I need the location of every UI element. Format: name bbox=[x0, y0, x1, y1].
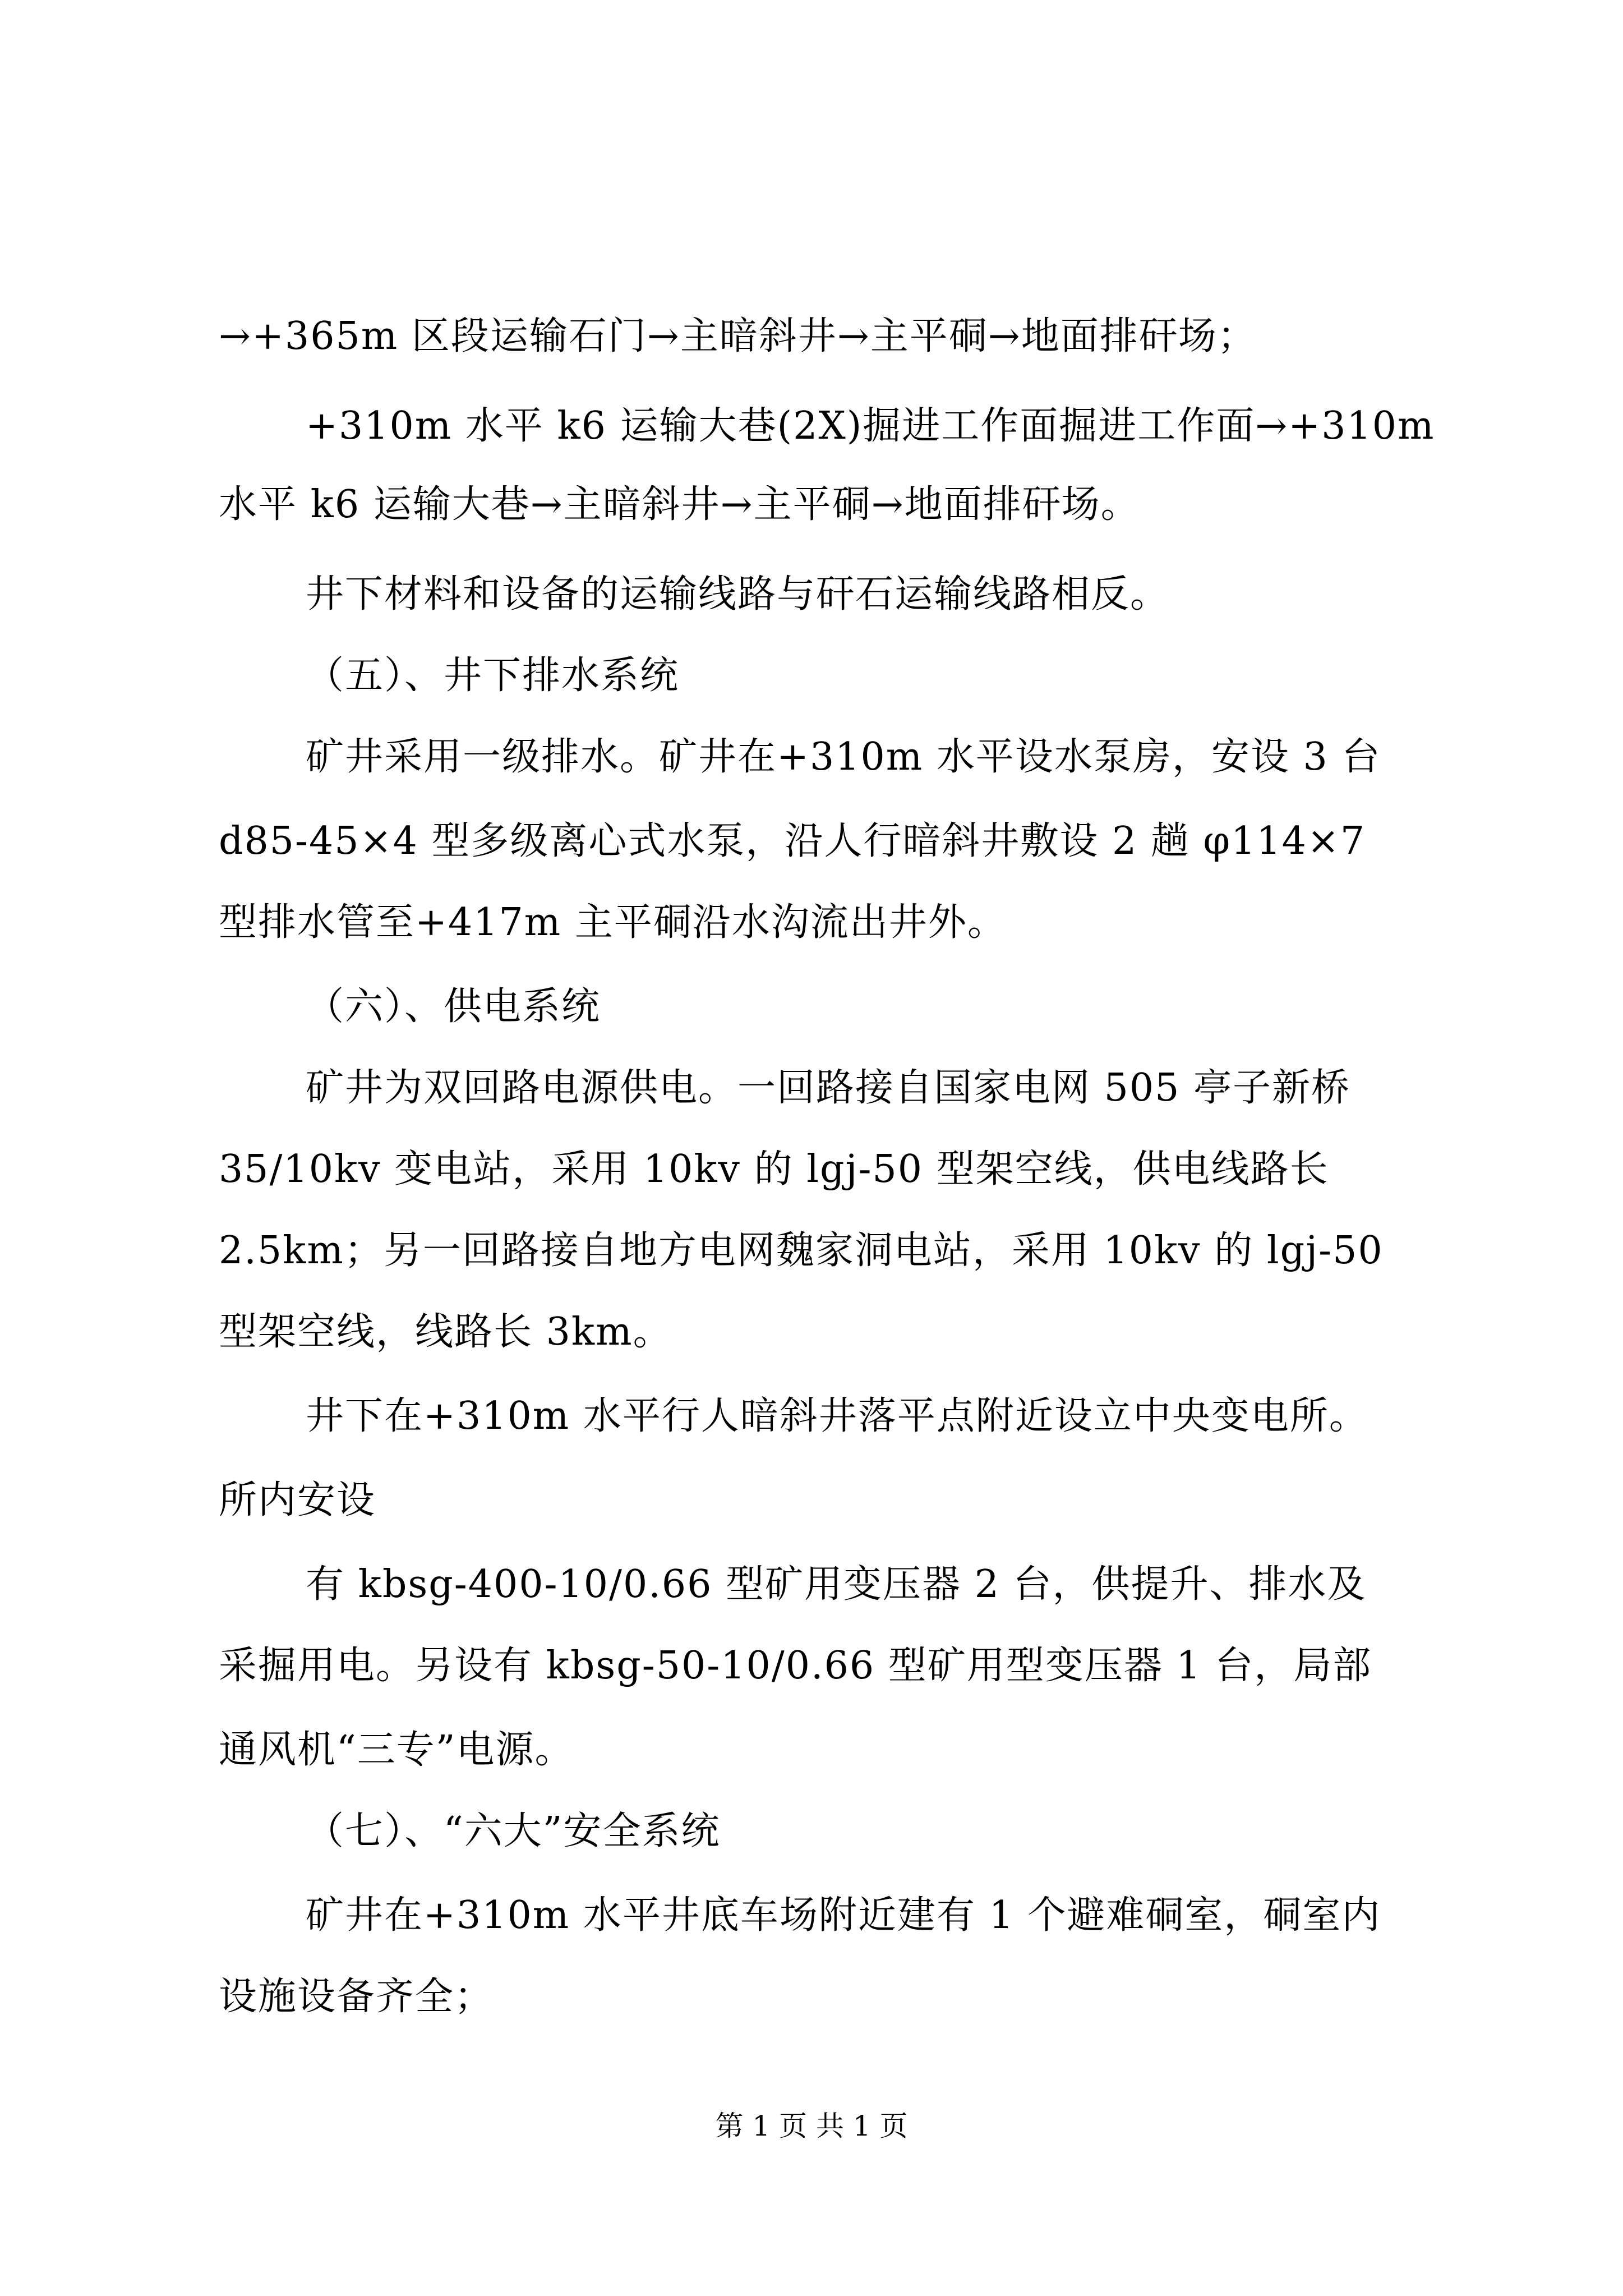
section-heading-6: （六）、供电系统 bbox=[306, 984, 601, 1029]
page-footer: 第 1 页 共 1 页 bbox=[715, 2110, 908, 2142]
text-line-15: 所内安设 bbox=[219, 1478, 376, 1522]
text-line-8: 型排水管至+417m 主平硐沿水沟流出井外。 bbox=[219, 900, 1007, 945]
text-line-7: d85-45×4 型多级离心式水泵，沿人行暗斜井敷设 2 趟 φ114×7 bbox=[219, 819, 1366, 863]
text-line-6: 矿井采用一级排水。矿井在+310m 水平设水泵房，安设 3 台 bbox=[306, 735, 1381, 779]
text-line-20: 矿井在+310m 水平井底车场附近建有 1 个避难硐室，硐室内 bbox=[306, 1893, 1381, 1938]
text-line-11: 35/10kv 变电站，采用 10kv 的 lgj-50 型架空线，供电线路长 bbox=[219, 1147, 1329, 1191]
text-line-4: 井下材料和设备的运输线路与矸石运输线路相反。 bbox=[306, 572, 1170, 616]
text-line-21: 设施设备齐全； bbox=[219, 1975, 494, 2019]
text-line-3: 水平 k6 运输大巷→主暗斜井→主平硐→地面排矸场。 bbox=[219, 482, 1140, 527]
text-line-17: 采掘用电。另设有 kbsg-50-10/0.66 型矿用型变压器 1 台，局部 bbox=[219, 1644, 1372, 1688]
text-line-2: +310m 水平 k6 运输大巷(2X)掘进工作面掘进工作面→+310m bbox=[306, 404, 1435, 448]
text-line-16: 有 kbsg-400-10/0.66 型矿用变压器 2 台，供提升、排水及 bbox=[306, 1562, 1367, 1607]
text-line-10: 矿井为双回路电源供电。一回路接自国家电网 505 亭子新桥 bbox=[306, 1066, 1351, 1110]
text-line-14: 井下在+310m 水平行人暗斜井落平点附近设立中央变电所。 bbox=[306, 1394, 1368, 1438]
section-heading-7: （七）、“六大”安全系统 bbox=[306, 1809, 721, 1853]
text-line-13: 型架空线，线路长 3km。 bbox=[219, 1310, 672, 1354]
text-line-12: 2.5km；另一回路接自地方电网魏家洞电站，采用 10kv 的 lgj-50 bbox=[219, 1228, 1384, 1273]
text-line-18: 通风机“三专”电源。 bbox=[219, 1728, 574, 1772]
section-heading-5: （五）、井下排水系统 bbox=[306, 654, 680, 698]
text-line-1: →+365m 区段运输石门→主暗斜井→主平硐→地面排矸场； bbox=[219, 314, 1257, 358]
